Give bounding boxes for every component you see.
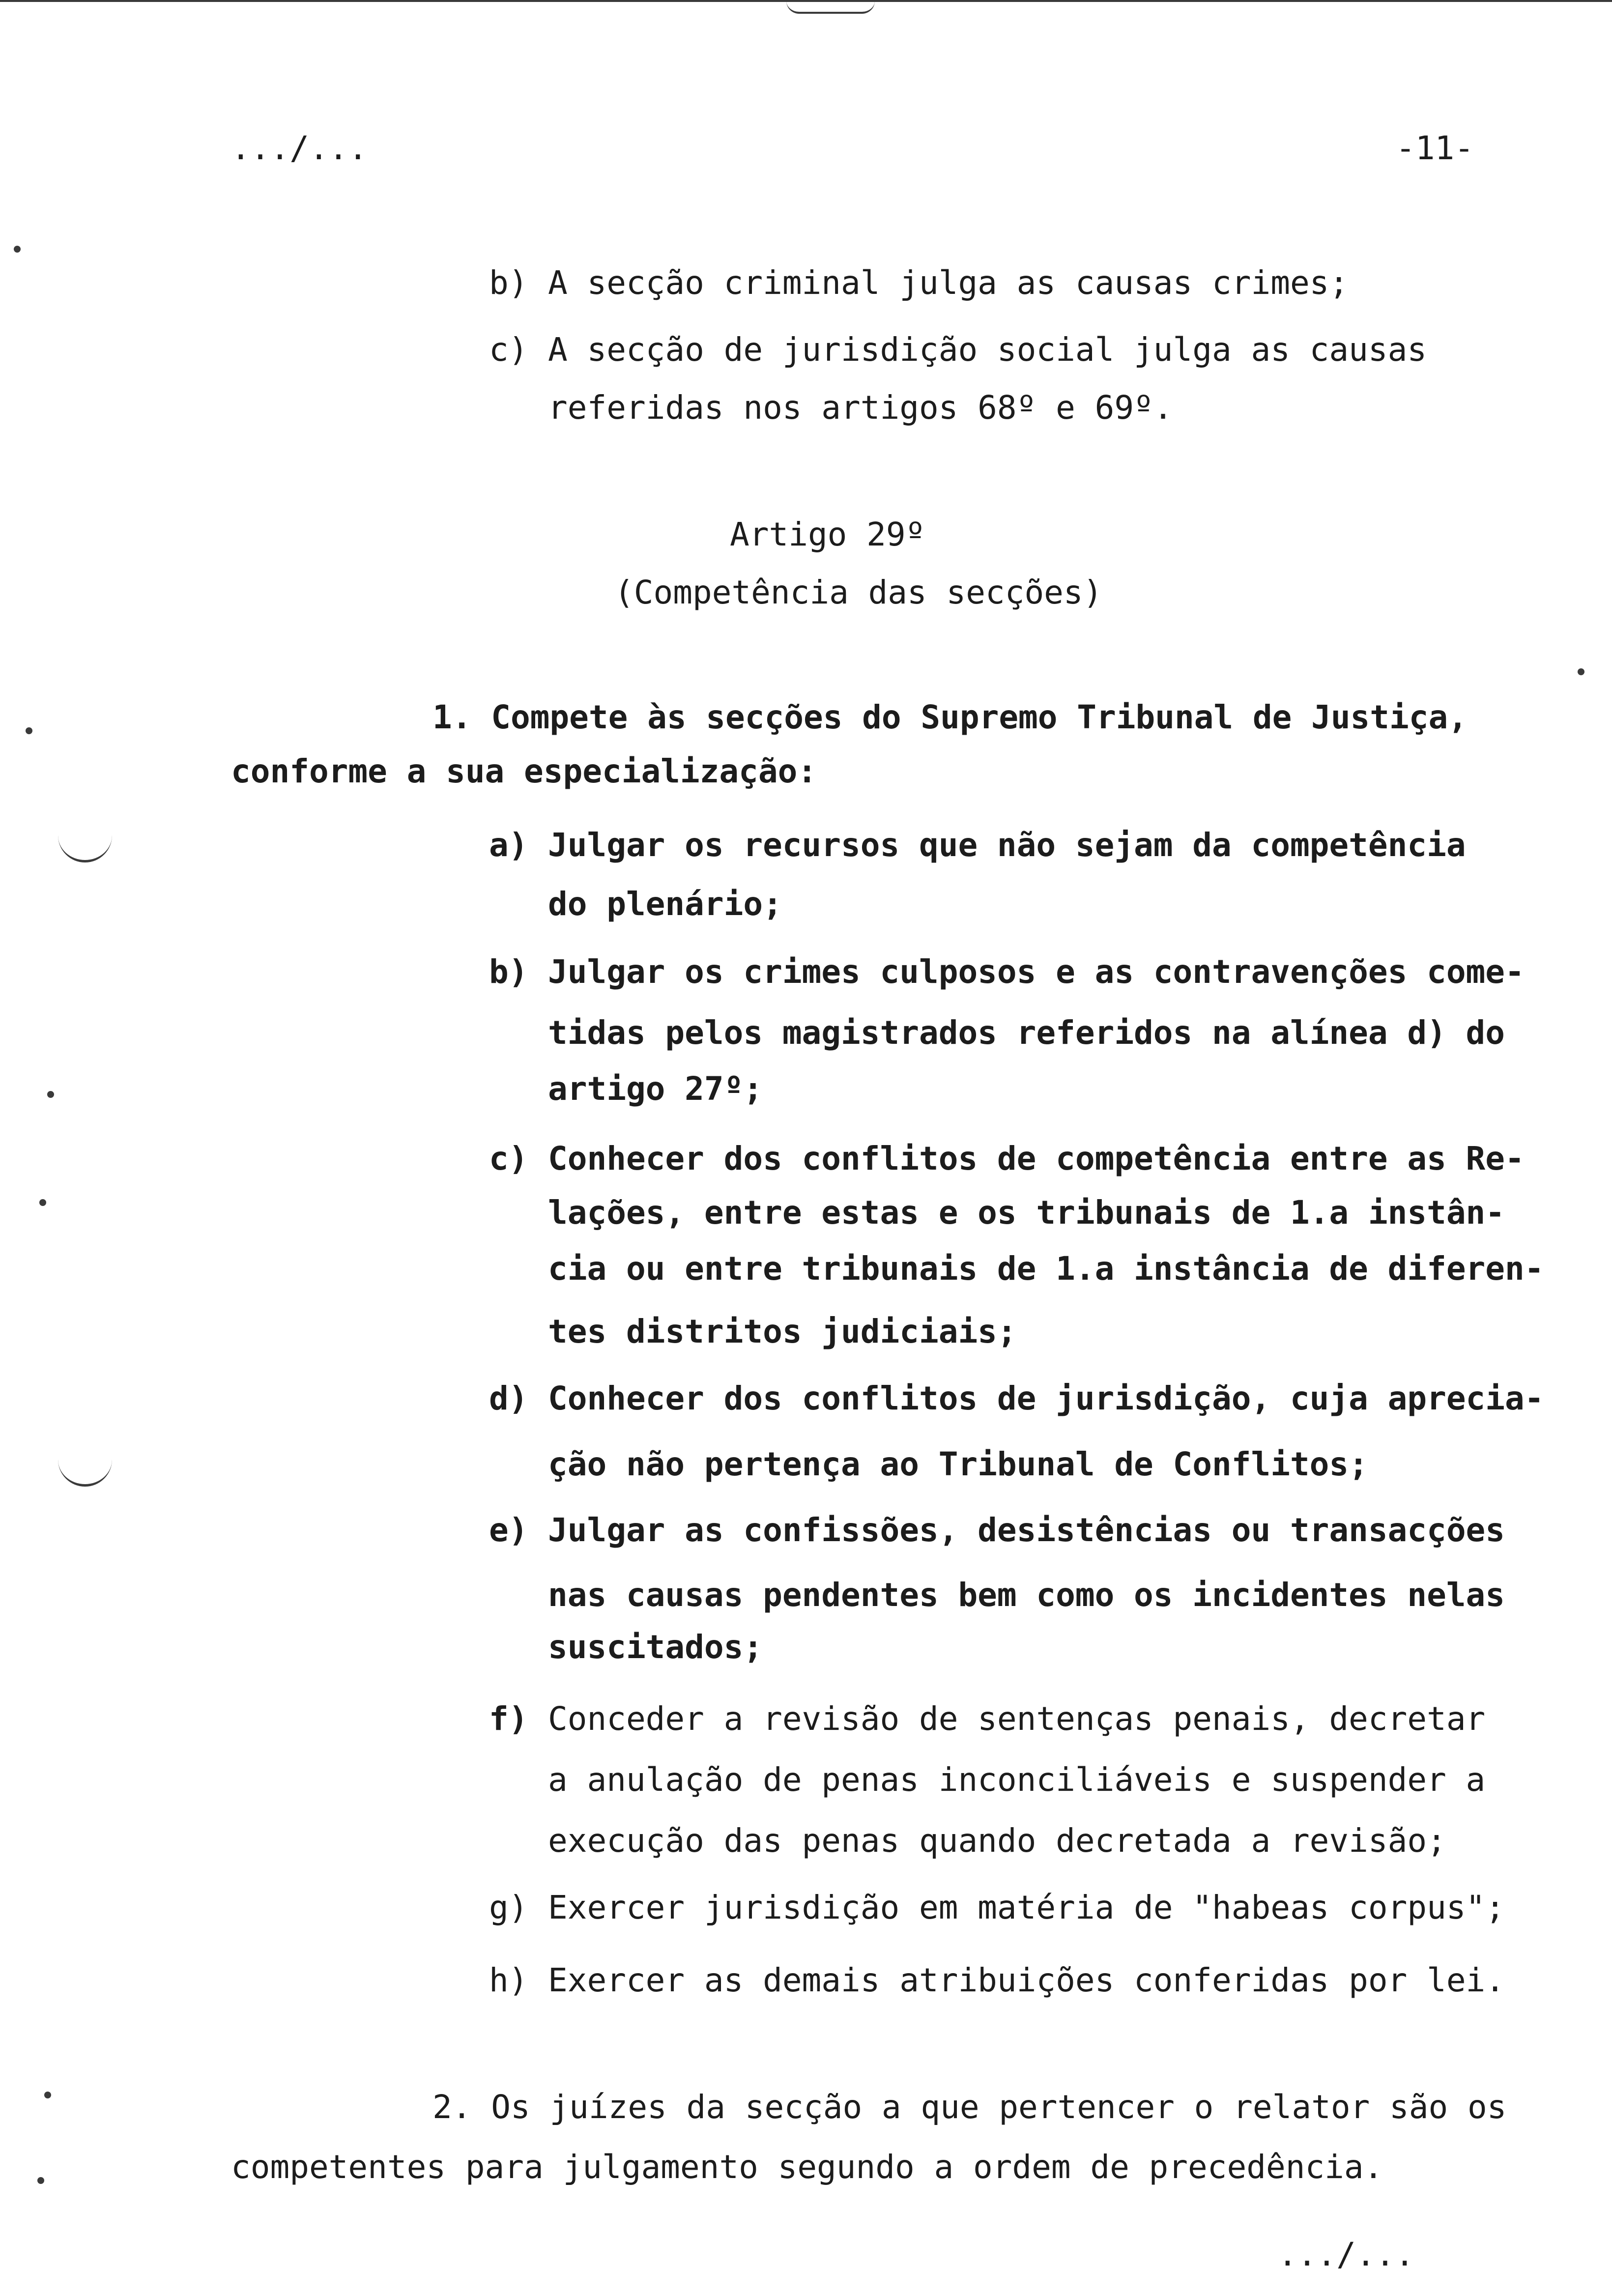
item-text-line: do plenário; (548, 885, 782, 923)
item-text-line: suscitados; (548, 1628, 763, 1666)
item-text-line: Julgar as confissões, desistências ou transacções (548, 1511, 1505, 1549)
item-text-line: ção não pertença ao Tribunal de Conflitos; (548, 1445, 1368, 1483)
item-text-line: Conceder a revisão de sentenças penais, decretar (548, 1700, 1486, 1738)
top-rule-notch (786, 1, 875, 14)
scan-speck (14, 246, 21, 253)
margin-mark (58, 831, 112, 862)
item-text-line: execução das penas quando decretada a revisão; (548, 1822, 1446, 1860)
scan-speck (39, 1199, 46, 1206)
scan-speck (37, 2177, 44, 2184)
item-text-line: lações, entre estas e os tribunais de 1.a instân- (548, 1194, 1505, 1232)
paragraph-1-line-1: 1. Compete às secções do Supremo Tribunal de Justiça, (432, 698, 1468, 736)
scan-speck (26, 727, 32, 734)
item-text-line: tes distritos judiciais; (548, 1313, 1017, 1350)
item-text-line: cia ou entre tribunais de 1.a instância de diferen- (548, 1250, 1544, 1288)
paragraph-1-line-2: conforme a sua especialização: (231, 752, 817, 790)
item-text-line: Julgar os crimes culposos e as contravenções come- (548, 953, 1525, 991)
continuation-marker-top: .../... (231, 129, 368, 167)
item-text-line: artigo 27º; (548, 1070, 763, 1108)
item-text-line: A secção de jurisdição social julga as causas (548, 331, 1427, 369)
scan-speck (47, 1091, 54, 1098)
scan-speck (1578, 668, 1584, 675)
item-label: e) (489, 1511, 528, 1549)
paragraph-2-line-1: 2. Os juízes da secção a que pertencer o relator são os (432, 2088, 1507, 2126)
item-label: h) (489, 1961, 528, 1999)
item-text-line: A secção criminal julga as causas crimes; (548, 264, 1349, 302)
page-number: -11- (1396, 129, 1474, 167)
paragraph-2-line-2: competentes para julgamento segundo a ordem de precedência. (231, 2148, 1383, 2186)
item-text-line: Exercer jurisdição em matéria de "habeas corpus"; (548, 1889, 1505, 1926)
item-label: f) (489, 1700, 528, 1738)
item-text-line: Conhecer dos conflitos de competência entre as Re- (548, 1140, 1525, 1177)
item-label: b) (489, 264, 528, 302)
item-label: d) (489, 1379, 528, 1417)
item-label: c) (489, 1140, 528, 1177)
item-text-line: Conhecer dos conflitos de jurisdição, cuja aprecia- (548, 1379, 1544, 1417)
item-text-line: referidas nos artigos 68º e 69º. (548, 389, 1173, 427)
margin-mark (58, 1455, 112, 1487)
item-text-line: tidas pelos magistrados referidos na alínea d) do (548, 1014, 1505, 1052)
item-label: c) (489, 331, 528, 369)
article-title: Artigo 29º (730, 516, 925, 553)
item-text-line: Julgar os recursos que não sejam da competência (548, 826, 1466, 864)
item-text-line: nas causas pendentes bem como os incidentes nelas (548, 1576, 1505, 1614)
scan-speck (44, 2092, 51, 2098)
article-subtitle: (Competência das secções) (614, 574, 1103, 611)
item-label: b) (489, 953, 528, 991)
item-text-line: a anulação de penas inconciliáveis e suspender a (548, 1761, 1486, 1799)
item-label: a) (489, 826, 528, 864)
item-text-line: Exercer as demais atribuições conferidas por lei. (548, 1961, 1505, 1999)
item-label: g) (489, 1889, 528, 1926)
continuation-marker-bottom: .../... (1278, 2236, 1415, 2273)
